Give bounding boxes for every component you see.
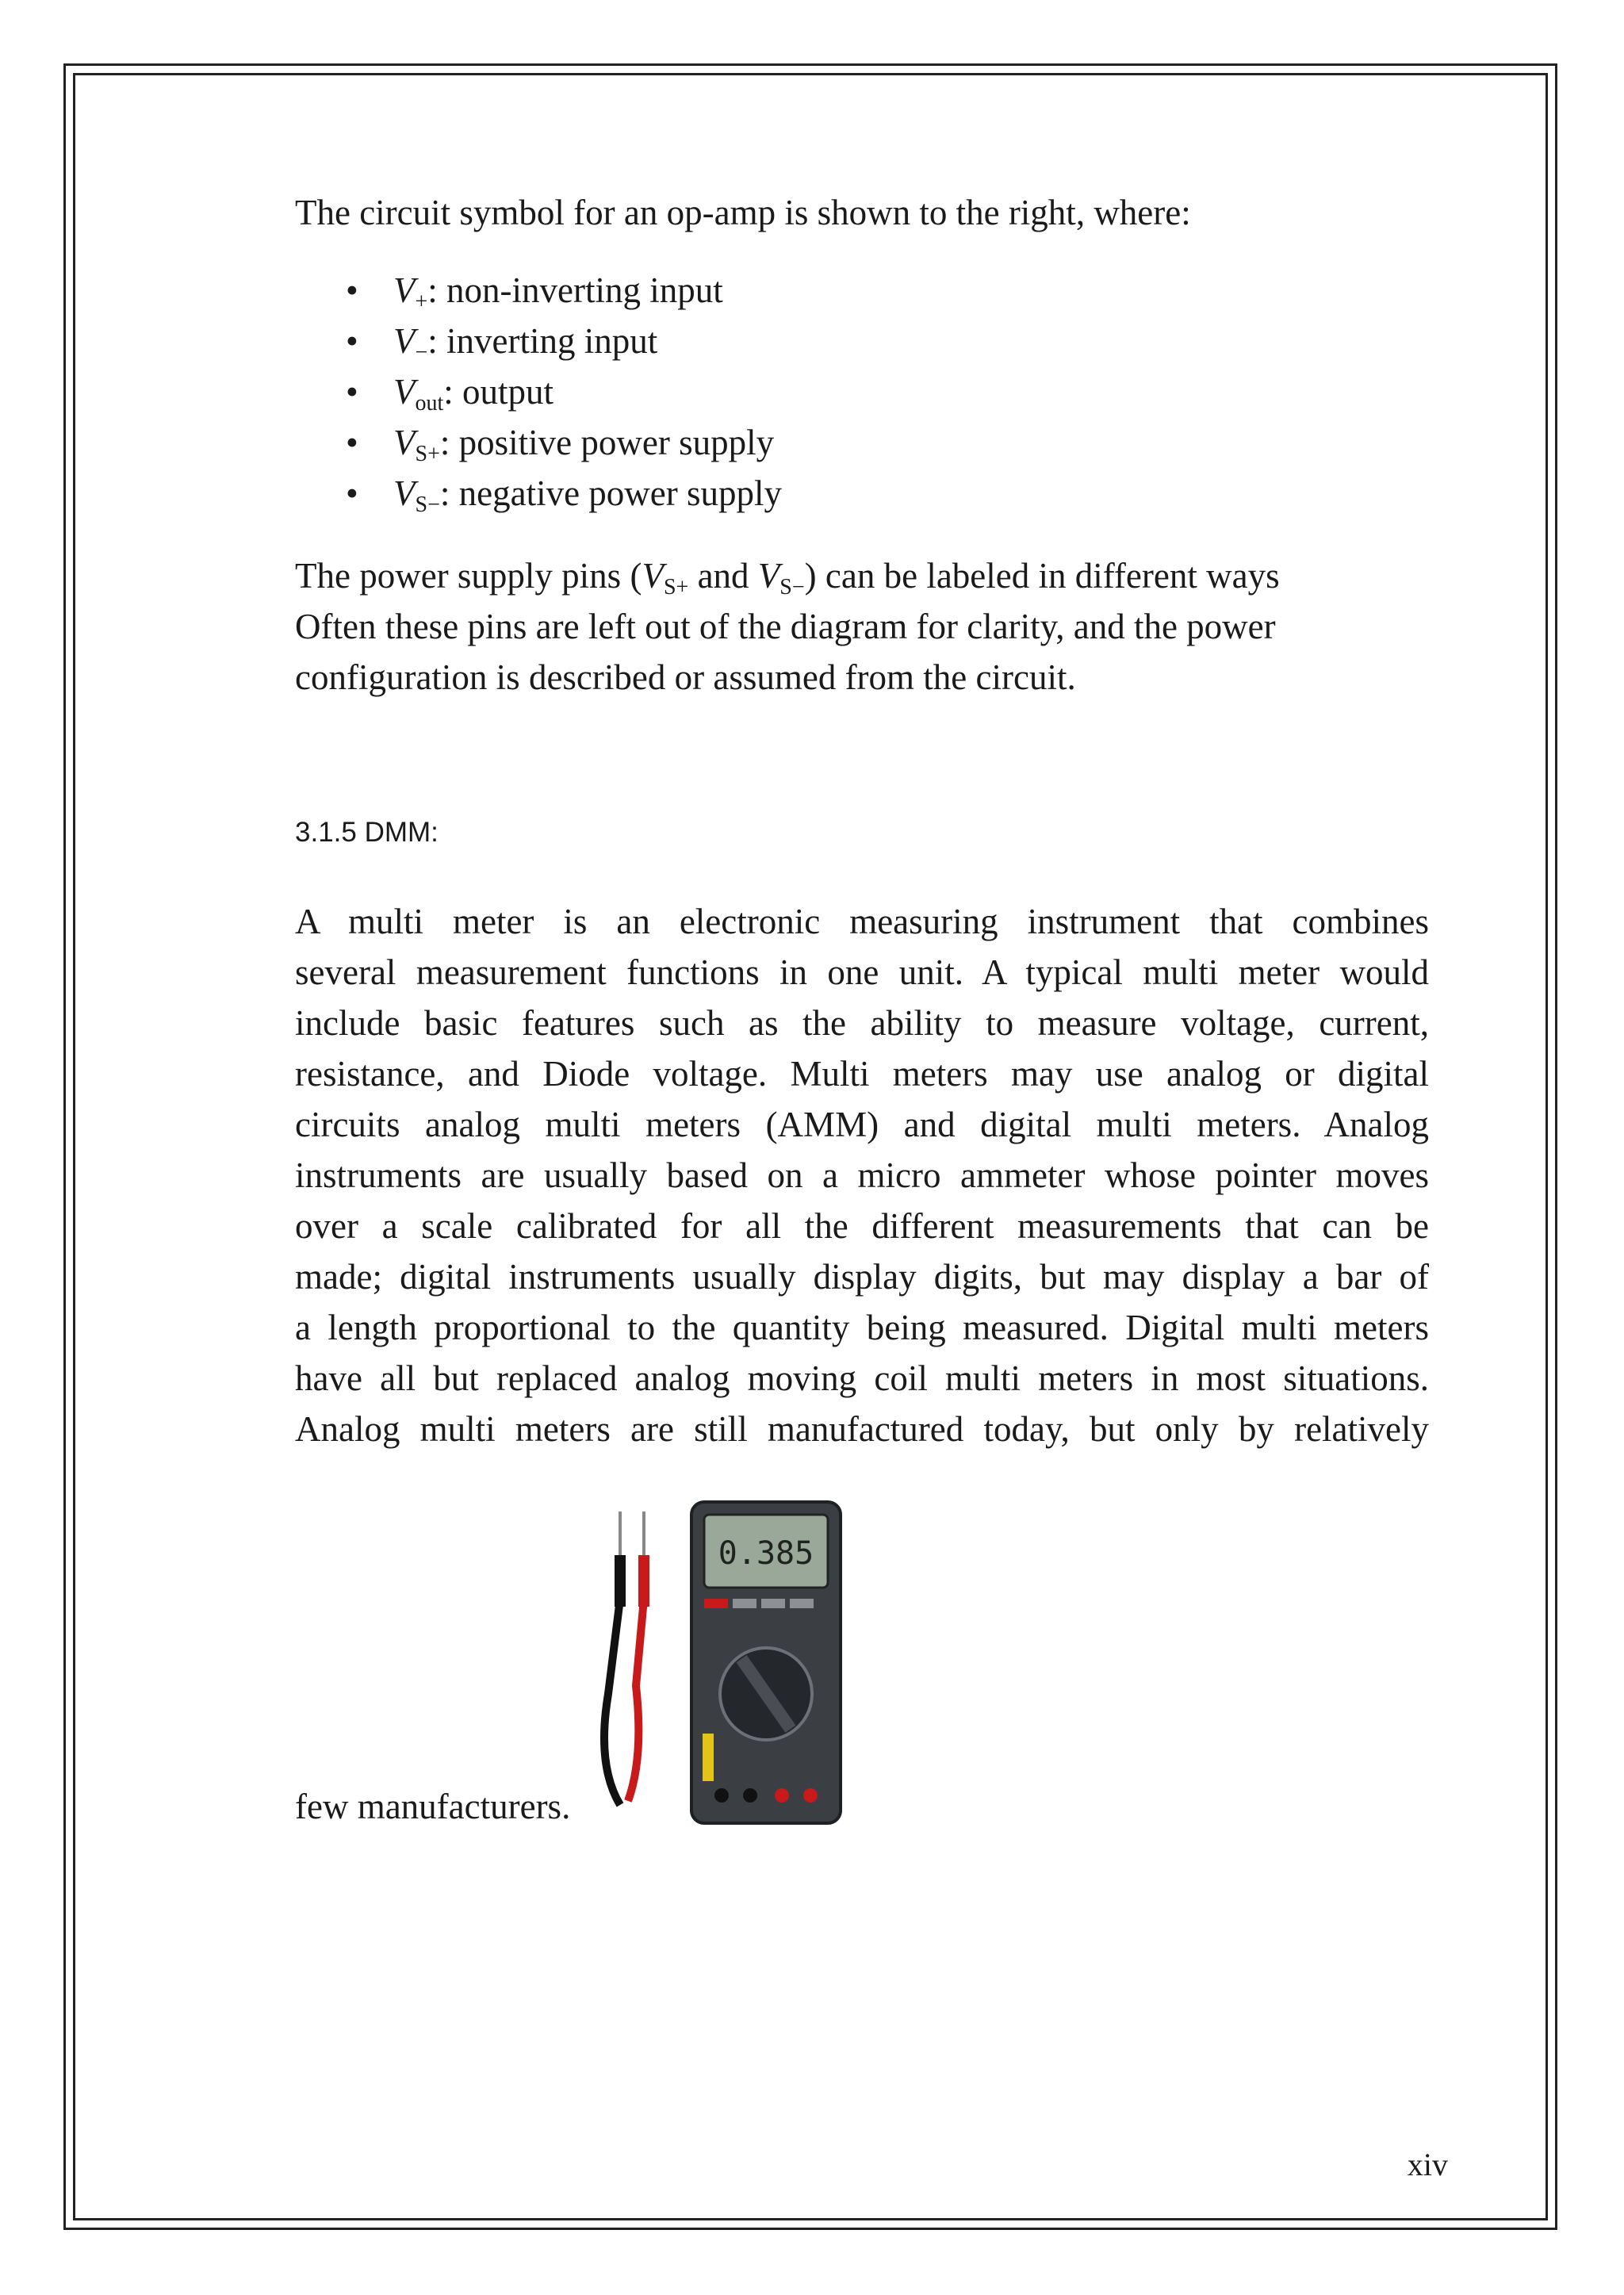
text-span: Often these pins are left out of the diagram for clarity, and the power configuration is described or assumed from the circuit. bbox=[295, 607, 1276, 697]
paragraph-line: a length proportional to the quantity being measured. Digital multi meters bbox=[295, 1308, 1429, 1347]
list-item bbox=[346, 366, 1429, 417]
bullet-icon: • bbox=[346, 270, 358, 310]
paragraph-line: Analog multi meters are still manufactured today, but only by relatively bbox=[295, 1409, 1429, 1449]
text-span: and bbox=[688, 556, 758, 596]
pin-description: : positive power supply bbox=[439, 423, 775, 462]
page-content bbox=[295, 187, 1429, 1454]
bullet-icon: • bbox=[346, 321, 358, 361]
multimeter-figure bbox=[295, 1496, 870, 1829]
section-heading: 3.1.5 DMM: bbox=[295, 817, 439, 848]
pin-list bbox=[295, 265, 1429, 519]
bullet-icon: • bbox=[346, 372, 358, 412]
pin-description: : output bbox=[443, 372, 554, 412]
pin-symbol: V bbox=[393, 372, 416, 412]
list-item bbox=[346, 417, 1429, 468]
pin-symbol: V bbox=[393, 423, 416, 462]
meter-reading: 0.385 bbox=[718, 1535, 814, 1572]
paragraph-line: several measurement functions in one unit. A typical multi meter would bbox=[295, 952, 1429, 992]
pin-description: : inverting input bbox=[427, 321, 658, 361]
pin-subscript: − bbox=[415, 340, 428, 365]
paragraph-line: made; digital instruments usually display digits, but may display a bar of bbox=[295, 1257, 1429, 1297]
list-item bbox=[346, 265, 1429, 316]
paragraph-line: instruments are usually based on a micro ammeter whose pointer moves bbox=[295, 1155, 1429, 1195]
pin-subscript: + bbox=[415, 289, 428, 314]
multimeter-icon bbox=[295, 1496, 870, 1829]
text-span: ) can be labeled in different ways bbox=[804, 556, 1280, 596]
list-item bbox=[346, 316, 1429, 366]
pin-subscript: out bbox=[415, 391, 444, 416]
bullet-icon: • bbox=[346, 473, 358, 513]
paragraph-line: resistance, and Diode voltage. Multi meters may use analog or digital bbox=[295, 1054, 1429, 1094]
paragraph-line: have all but replaced analog moving coil multi meters in most situations. bbox=[295, 1358, 1429, 1398]
paragraph-line: include basic features such as the ability to measure voltage, current, bbox=[295, 1003, 1429, 1043]
intro-paragraph: The circuit symbol for an op-amp is shown to the right, where: bbox=[295, 193, 1191, 232]
power-supply-paragraph bbox=[295, 550, 1429, 703]
text-span: The power supply pins ( bbox=[295, 556, 642, 596]
pin-symbol: V bbox=[393, 473, 416, 513]
symbol: V bbox=[642, 556, 664, 596]
pin-symbol: V bbox=[393, 321, 416, 361]
pin-subscript: S+ bbox=[415, 442, 440, 466]
pin-symbol: V bbox=[393, 270, 416, 310]
pin-description: : negative power supply bbox=[439, 473, 783, 513]
page-number: xiv bbox=[1407, 2147, 1448, 2182]
symbol: V bbox=[757, 556, 780, 596]
paragraph-last-line: few manufacturers. bbox=[295, 1787, 571, 1826]
paragraph-line: circuits analog multi meters (AMM) and digital multi meters. Analog bbox=[295, 1105, 1429, 1144]
subscript: S+ bbox=[663, 575, 689, 600]
dmm-paragraph bbox=[295, 896, 1429, 1454]
bullet-icon: • bbox=[346, 423, 358, 462]
list-item bbox=[346, 468, 1429, 519]
paragraph-line: A multi meter is an electronic measuring instrument that combines bbox=[295, 902, 1429, 941]
pin-description: : non-inverting input bbox=[427, 270, 723, 310]
subscript: S− bbox=[779, 575, 805, 600]
paragraph-line: over a scale calibrated for all the different measurements that can be bbox=[295, 1206, 1429, 1246]
pin-subscript: S− bbox=[415, 492, 440, 517]
